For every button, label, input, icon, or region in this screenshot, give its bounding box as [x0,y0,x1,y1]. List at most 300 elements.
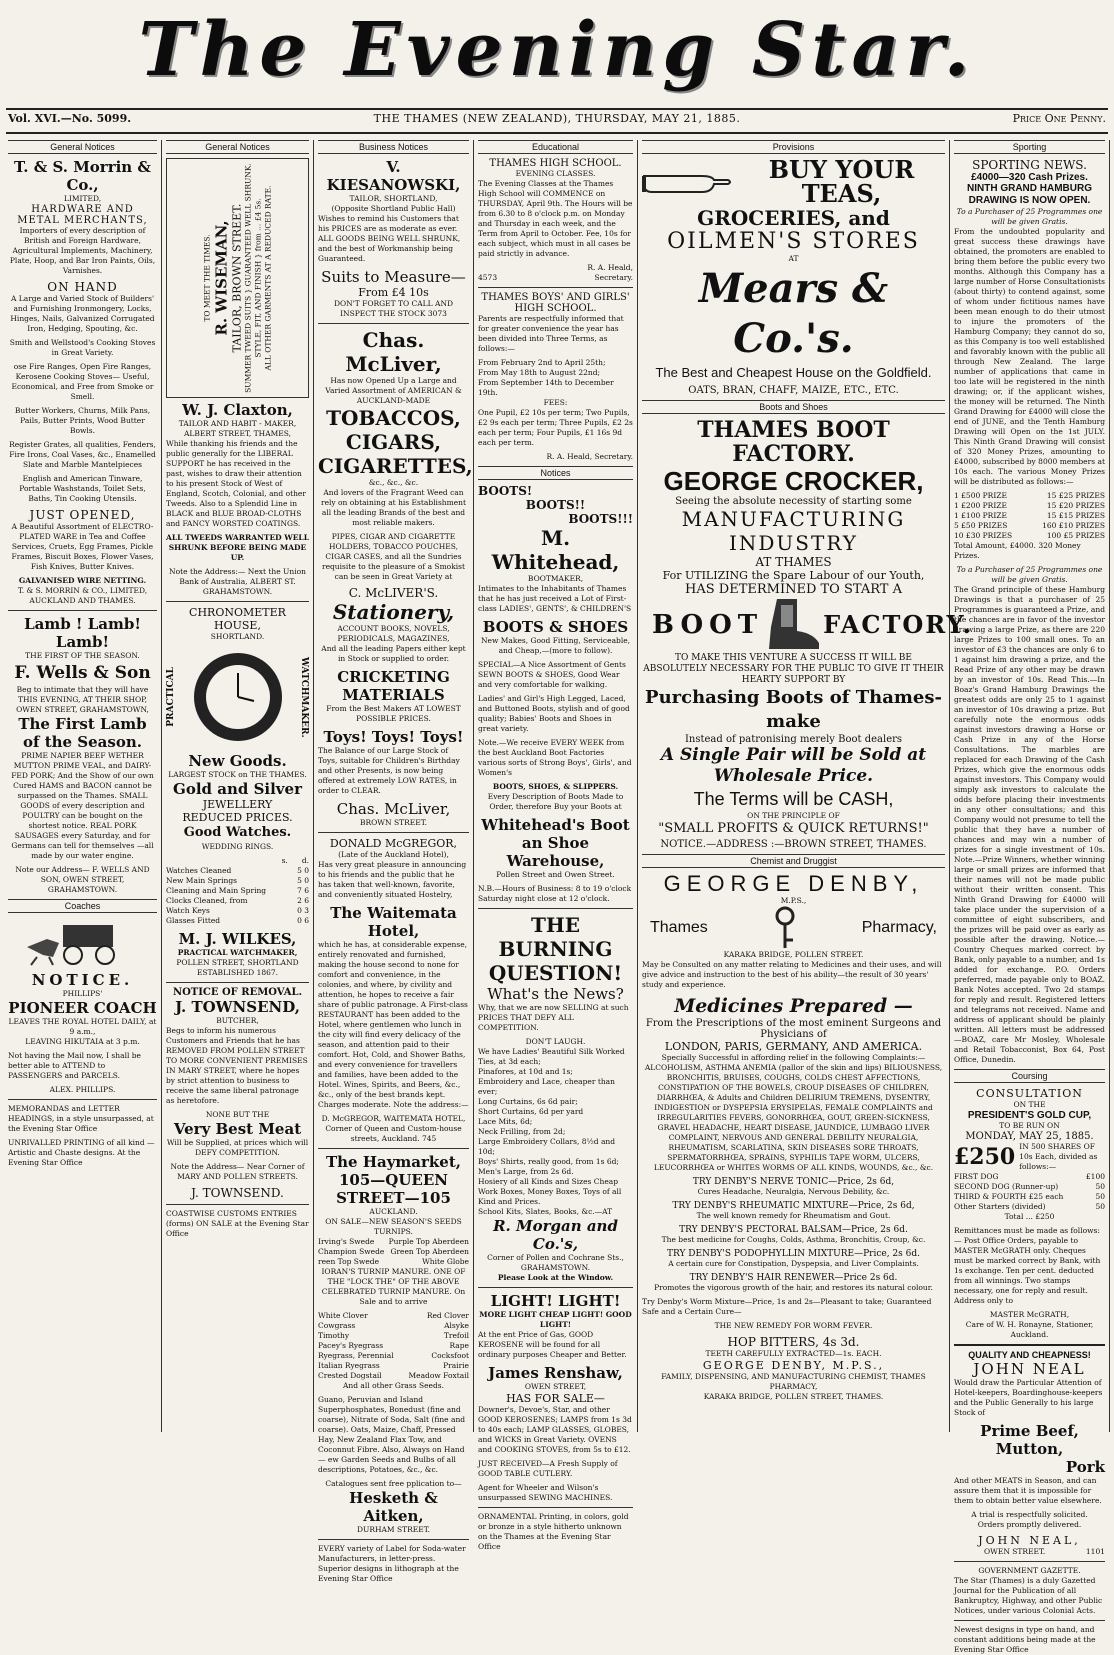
newspaper-title: The Evening Star. [138,7,976,93]
price-list [166,866,309,926]
newest-ad: Newest designs in type on hand, and constant additions being made at the Evening Star Office [954,1625,1096,1654]
fragrant: And lovers of the Fragrant Weed can rely on obtaining at his Establishment all the leading Brands of the best and most reliable makers. [320,488,467,527]
price-value: 0 3 [297,906,309,915]
wait-num: 745 [421,1134,437,1143]
ninth-drawing: NINTH GRAND HAMBURG DRAWING IS NOW OPEN. [967,183,1092,206]
meats: And other MEATS in Season, and can assure them that it is impossible for them to obtain better value elsewhere. [954,1476,1102,1505]
claxton-tweeds: ALL TWEEDS WARRANTED WELL SHRUNK BEFORE BEING MADE UP. [166,533,309,562]
claxton-sub: TAILOR AND HABIT - MAKER, ALBERT STREET, THAMES, [178,419,297,438]
toys-body: The Balance of our Large Stock of Toys, suitable for Children's Birthday and other Presents, is now being offered at extremely LOW RATES, in order to CLEAR. [318,746,460,795]
denby-sign: GEORGE DENBY, M.P.S., [702,1359,885,1372]
worm-sub: THE NEW REMEDY FOR WORM FEVER. [714,1321,873,1330]
coach-mail: Not having the Mail now, I shall be better able to ATTEND to PASSENGERS and PARCELS. [8,1051,141,1080]
price-item: New Main Springs [166,876,237,885]
section-header: Business Notices [318,140,469,154]
clover-row [318,1321,469,1331]
boot-factory-row [642,597,973,653]
masthead-rule [6,108,1108,110]
purchasing: Purchasing Boots of Thames-make [645,687,942,732]
largest-stock: LARGEST STOCK on THE THAMES. [168,770,307,779]
price-item: Watch Keys [166,906,210,915]
reduced-prices: REDUCED PRICES. [182,811,293,824]
worm: Try Denby's Worm Mixture—Price, 1s and 2s—Pleasant to take; Guaranteed Safe and a Certain Cure— [642,1297,932,1316]
neal-body: Would draw the Particular Attention of Hotel-keepers, Boardinghouse-keepers and the Public Generally to his large Stock of [954,1378,1103,1417]
classes-body: The Evening Classes at the Thames High School will COMMENCE on THURSDAY, April 9th. The Hours will be from 6.30 to 8 o'clock p.m. on Monday and Thursday in each week, and the Term from April to October. Fee, 10s for each subject, which must in all cases be paid strictly in advance. [478,179,633,258]
seed-row-b: Green Top Aberdeen [390,1247,469,1256]
prize-row-b: 15 £15 PRIZES [1046,511,1105,520]
column-general-notices-2 [162,140,314,1432]
boots-1: BOOTS! [478,484,533,498]
classes-num: 4573 [478,273,498,282]
watchmaker-label: WATCHMAKER. [299,656,309,738]
seed-row-a: Champion Swede [318,1247,385,1256]
kiesa-body: Wishes to remind his Customers that his PRICES are as moderate as ever. ALL GOODS BEING WELL SHRUNK, and the best of Workmanship being Guaranteed. [318,214,461,263]
grand-body: The Grand principle of these Hamburg Drawings is that a purchaser of 25 Programmes is guaranteed a Prize, and the chances are in favor of the investor drawing a large Prize, as there are 220 large Prizes to 100 small ones. To an investor of £3 the chances are only 6 to 1 against him drawing a prize, and the Read Prize of any other may be drawn by an investor of 10s. Read This.—In Boaz's Grand Hamburg Drawings the greatest odds are only 25 to 1 against an investor of 10s drawing a prize. But carefully note the enormous odds against investors drawing a Horse or Cash Prize in any of the Horse Consultations. The marbles are replaced for each Drawing of the Cash Prizes, which give the enormous odds against investors. This Company would simply ask investors to calculate the odds before placing their investments in any other consultations; and this Company would not presume to tell the public that they have a number of chances and may win a number of prizes for a single investment of 10s. Note.—Prize Winners, whether winning large or small prizes are informed that their names will not be made public without their written consent. This Ninth Grand Drawing for £4000 will take place under the supervision of a committee of eight subscribers, and the prizes will be paid over as early as possible after the drawing. Notice.—Country Cheques marked correct by Bank, only payable to a number, and 1s added for exchange. P.O. Orders preferred, made payable only to BOAZ. Bank Notes accepted. Two 2d stamps for reply and result. Registered letters and telegrams not received. Name and address of applicant should be plainly written. All letters must be addressed—BOAZ, care Mr Mosley, Wholesale and Retail Tobacconist, Box 64, Post Office, Dunedin. [954,585,1105,1064]
morrin-limited: LIMITED, [63,194,102,203]
prize-row-a: 1 £200 PRIZE [954,501,1007,510]
cup-row-a: FIRST DOG [954,1172,999,1181]
monday: MONDAY, MAY 25, 1885. [965,1131,1094,1142]
kiesa-sub: TAILOR, SHORTLAND, [349,194,438,203]
hair: TRY DENBY'S HAIR RENEWER—Price 2s 6d. [689,1273,898,1283]
small-profits: "SMALL PROFITS & QUICK RETURNS!" [658,821,929,836]
boys-school: THAMES BOYS' AND GIRLS' HIGH SCHOOL. [481,292,630,314]
price-row [166,886,309,896]
sale-item: Long Curtains, 6s 6d pair; [478,1097,578,1106]
hop-bitters: HOP BITTERS, 4s 3d. [727,1335,860,1349]
pipes: PIPES, CIGAR AND CIGARETTE HOLDERS, TOBACCO POUCHES, CIGAR CASES, and all the Sundries requisite to the pleasure of a Smokist can be seen in Great Variety at [321,532,466,581]
prize-row-b: 15 £25 PRIZES [1046,491,1105,500]
pharmacy-row [642,906,945,950]
mcgrath: MASTER McGRATH, [989,1310,1070,1319]
clover-row-b: Cocksfoot [431,1351,469,1360]
wiseman-ad [166,158,309,398]
new-goods: New Goods. [188,752,287,770]
dateline [6,112,1108,128]
column-provisions [638,140,973,1432]
column-educational [474,140,638,1551]
suits-from: From £4 10s [358,286,429,299]
donald-late: (Late of the Auckland Hotel), [338,850,449,859]
sporting-news: SPORTING NEWS. [972,158,1087,172]
denby-sign-3: KARAKA BRIDGE, POLLEN STREET, THAMES. [703,1392,884,1401]
cricket-makers: From the Best Makers AT LOWEST POSSIBLE PRICES. [326,704,461,723]
new-makes: New Makes, Good Fitting, Serviceable, and Cheap,—(more to follow). [480,636,631,655]
morgan: R. Morgan and Co.'s, [493,1217,618,1253]
care-of: Care of W. H. Ronayne, Stationer, Auckland. [965,1320,1094,1339]
ranges: ose Fire Ranges, Open Fire Ranges, Kerosene Cooking Stoves— Useful, Economical, and Free from Smoke or Smell. [11,362,154,401]
toys: Toys! Toys! Toys! [323,728,464,746]
stationery: Stationery, [332,600,455,624]
townsend-sign: J. TOWNSEND. [191,1186,284,1200]
purchaser-2: To a Purchaser of 25 Programmes one will be given Gratis. [956,565,1103,584]
every-desc: Every Description of Boots Made to Order, therefore Buy your Boots at [487,792,624,811]
sale-item: Lace Mits, 6d; [478,1117,533,1126]
terms-cash: The Terms will be CASH, [693,789,894,809]
mcliver-2: C. McLIVER'S. [348,586,439,600]
prize-row-b: 15 £20 PRIZES [1046,501,1105,510]
wait-body: which he has, at considerable expense, entirely renovated and furnished, making the house second to none for comfort and convenience, in the colonies, and where, by civility and attention, he hopes to receive a fair share of public patronage. A First-class RESTAURANT has been added to the Hotel, where gentlemen who lunch in the city will find every delicacy of the season, and attention paid to their comfort. Hot, Cold, and Shower Baths, and every convenience for travellers and families, have been added to the Hotel. Wines, Spirits, and Beers, &c., &c., only of the best brands kept. Charges moderate. Note the address:— [318,940,469,1109]
morrin-trade: HARDWARE AND METAL MERCHANTS, [17,204,148,226]
wells-more: PRIME NAPIER BEEF WETHER MUTTON PRIME VEAL, and DAIRY-FED PORK; And the Show of our own Cured HAMS and BACON cannot be surpassed on the Thames. SMALL GOODS of every description and POULTRY can be bought on the shortest notice. REAL PORK SAUSAGES every Saturday, and for Germans can tell for themselves —all made by our water engine. [11,751,154,860]
nerve: TRY DENBY'S NERVE TONIC—Price, 2s 6d, [692,1177,895,1187]
fees: FEES: [543,398,568,407]
prize-row-a: 1 £500 PRIZE [954,491,1007,500]
first-lamb: The First Lamb of the Season. [18,715,147,751]
mcliver-name: Chas. McLiver, [345,328,442,376]
sale-item: Boys' Shirts, really good, from 1s 6d; [478,1157,619,1166]
whitehead-name: M. Whitehead, [491,526,620,574]
jewellery: JEWELLERY [202,798,273,811]
clover-row-b: Alsyke [444,1321,469,1330]
prize-row-b: 100 £5 PRIZES [1046,531,1105,540]
price-row [166,866,309,876]
remit: Remittances must be made as follows:— Post Office Orders, payable to MASTER McGRATH only. Cheques must be marked correct by Bank, with 1s exchange. Ten per cent. deducted from all winnings. Two stamps necessary, one for reply and result. Address only to [954,1226,1101,1305]
masthead [0,0,1114,108]
waitemata: The Waitemata Hotel, [330,904,457,940]
stoves: Smith and Wellstood's Cooking Stoves in Great Variety. [9,338,156,357]
to-be-run: TO BE RUN ON [999,1121,1060,1130]
medicines-prepared: Medicines Prepared — [674,995,913,1017]
rheum-sub: The well known remedy for Rheumatism and Gout. [696,1211,891,1220]
gold-cup: PRESIDENT'S GOLD CUP, [967,1110,1092,1121]
renshaw: James Renshaw, [488,1364,623,1382]
seed-row-a: reen Top Swede [318,1257,380,1266]
pork: Pork [1065,1458,1105,1476]
clover-list [318,1311,469,1381]
mears-co: Mears & Co.'s. [698,265,889,362]
register: Register Grates, all qualities, Fenders, Fire Irons, Coal Vases, &c., Enamelled Slate and Marble Mantelpieces [9,440,156,469]
claxton-body: While thanking his friends and the public generally for the LIBERAL SUPPORT he has received in the past, wishes to draw their attention to his present Stock of West of England, Scotch, Colonial, and other Tweeds. Also to a Splendid Line in BLACK and BLUE BROAD-CLOTHS and FANCY WORSTED COATINGS. [166,439,306,528]
pioneer-coach: PIONEER COACH [8,999,157,1017]
seed-row-b: White Globe [422,1257,469,1266]
podo-sub: A certain cure for Constipation, Dyspepsia, and Liver Complaints. [668,1259,919,1268]
ladies: Ladies' and Girl's High Legged, Laced, and Buttoned Boots, stylish and of good quality; Babies' Boots and Shoes in great variety. [478,694,630,733]
wiseman-other: ALL OTHER GARMENTS AT A REDUCED RATE. [263,185,272,371]
clover-row-a: Ryegrass, Perennial [318,1351,394,1360]
sale-item: Pinafores, at 10d and 1s; [478,1067,573,1076]
denby-sign-2: FAMILY, DISPENSING, AND MANUFACTURING CHEMIST, THAMES PHARMACY, [661,1372,926,1391]
section-header: General Notices [166,140,309,154]
section-header: Sporting [954,140,1105,154]
cup-row-a: SECOND DOG (Runner-up) [954,1182,1059,1191]
kiesa-forget [318,299,469,319]
determined: HAS DETERMINED TO START A [685,582,902,597]
light: LIGHT! LIGHT! [490,1292,621,1310]
price: Price One Penny. [1012,112,1106,125]
kerosene: At the ent Price of Gas, GOOD KEROSENE will be found for all ordinary purposes Cheaper and Better. [478,1330,627,1359]
buy-teas: BUY YOUR TEAS, [768,155,915,208]
clover-row-a: Pacey's Ryegrass [318,1341,384,1350]
wilkes-addr: POLLEN STREET, SHORTLAND [176,958,299,967]
morrin-importers: Importers of every description of British and Foreign Hardware, Agricultural Implements, Machinery, Plate, Hoop, and Bar Iron Paints, Oils, Varnishes. [9,226,156,275]
column-general-notices-1 [4,140,162,1432]
hesketh: Hesketh & Aitken, [349,1489,438,1525]
mutton: Mutton, [995,1440,1064,1458]
pounds-250: £250 [954,1144,1016,1170]
cup-row [954,1192,1105,1202]
price-row [166,916,309,926]
wells-addr: Note our Address— F. WELLS AND SON, OWEN STREET, GRAHAMSTOWN. [15,865,150,894]
crocker-address: NOTICE.—ADDRESS :—BROWN STREET, THAMES. [660,839,927,850]
instead: Instead of patronising merely Boot dealers [684,734,903,745]
neal-sign: JOHN NEAL, [978,1534,1081,1547]
boots-slippers: BOOTS, SHOES, & SLIPPERS. [492,782,619,791]
durham: DURHAM STREET. [356,1525,431,1534]
terms-list [478,358,633,398]
townsend-name: J. TOWNSEND, [175,998,300,1016]
wells-name: F. Wells & Son [14,663,151,683]
boots-3: BOOTS!!! [568,512,633,526]
cup-row-b: 50 [1095,1192,1105,1201]
term-item: From February 2nd to April 25th; [478,358,606,367]
seed-row [318,1247,469,1257]
on-hand-body: A Large and Varied Stock of Builders' and Furnishing Ironmongery, Locks, Hinges, Nails, Galvanized Corrugated Iron, Hedging, Spouting, &c. [10,294,155,333]
mcliver-body: Has now Opened Up a Large and Varied Assortment of AMERICAN & AUCKLAND-MADE [325,376,462,405]
on-the: ON THE [1013,1100,1046,1109]
lamb-sub: THE FIRST OF THE SEASON. [25,651,140,660]
george-crocker: GEORGE CROCKER, [663,466,924,496]
phillips: PHILLIPS' [62,989,103,998]
factory-word: FACTORY. [823,610,973,639]
butter: Butter Workers, Churns, Milk Pans, Pails, Butter Prints, Wood Butter Bowls. [14,406,151,435]
purchaser: To a Purchaser of 25 Programmes one will be given Gratis. [956,207,1103,226]
boot-factory-title: THAMES BOOT FACTORY. [697,417,890,467]
from-body: From the undoubted popularity and great success these drawings have obtained, the promoters are enabled to bring them before the public every two months. Although this Company has a large number of Horse Consultationists (about thirty) to contend against, some of whom under fictitious names have been mean enough to do their utmost to injure the promoters of the Hamburg Company; they cannot do so, as this Company is too well established and favorably known with the public all through New Zealand. The large number of applications that came in too late will be registered in the ninth drawing; or, if the applicant wishes, the money will be returned. The Ninth Grand Drawing for £4000 will close the end of JUNE, and the Tenth Hamburg Drawing will Open on the 1st JULY. This Ninth Grand Drawing will consist of 320 Money Prizes, amounting to £4000, subscribed by 8000 members at 10s each. The various Money Prizes will be distributed as follows:— [954,227,1105,486]
chrono-house: CHRONOMETER HOUSE, [189,606,286,632]
clover-row-b: Red Clover [426,1311,469,1320]
ornamental-ad: ORNAMENTAL Printing, in colors, gold or bronze in a style hitherto unknown on the Thames at the Evening Star Office [478,1512,629,1551]
price-head-s: s. [281,856,288,865]
clover-row-b: Prairie [443,1361,469,1370]
turnip-manure: IORAN'S TURNIP MANURE. ONE OF THE "LOCK THE" OF THE ABOVE CELEBRATED TURNIP MANURE. On Sale and to arrive [321,1267,466,1306]
boot-icon [763,597,823,653]
clover-row-a: White Clover [318,1311,368,1320]
suits-measure: Suits to Measure— [321,268,466,286]
sale-item: Neck Frilling, from 2d; [478,1127,566,1136]
manufacturing: MANUFACTURING INDUSTRY [681,507,906,555]
turnips: TURNIPS. [374,1227,413,1236]
mps: M.P.S., [780,896,807,905]
heald: R. A. Heald, [587,263,633,272]
whats-news: What's the News? [487,985,624,1003]
school: THAMES HIGH SCHOOL. [489,158,622,169]
chrono-shortland: SHORTLAND. [210,632,265,641]
whitehead-body: Intimates to the Inhabitants of Thames that he has just received a Lot of First-class LADIES', GENTS', & CHILDREN'S [478,584,632,613]
clock-graphic [166,642,309,752]
volume-number: Vol. XVI.—No. 5099. [8,112,132,125]
price-value: 5 0 [297,866,309,875]
sale-item: Short Curtains, 6d per yard [478,1107,584,1116]
wilkes-name: M. J. WILKES, [178,930,297,948]
donald-body: Has very great pleasure in announcing to his friends and the public that he has taken that well-known, favorite, and conveniently situated Hostelry, [318,860,467,899]
has-sale: HAS FOR SALE— [506,1392,605,1405]
cup-row [954,1172,1105,1182]
printing-ad: UNRIVALLED PRINTING of all kind —Artistic and Chaste designs. At the Evening Star Office [8,1138,155,1167]
owen-street: OWEN STREET, [524,1382,587,1391]
grass: And all other Grass Seeds. [342,1381,445,1390]
cricket: CRICKETING MATERIALS [337,668,450,704]
seed-row [318,1237,469,1247]
pointing-hand-icon [642,162,732,202]
seed-list [318,1237,469,1267]
tinware: English and American Tinware, Portable Washstands, Toilet Sets, Baths, Tin Cooking Utensils. [19,474,146,503]
podo: TRY DENBY'S PODOPHYLLIN MIXTURE—Price, 2s 6d. [667,1249,920,1259]
sale-item: Embroidery and Lace, cheaper than ever; [478,1077,615,1096]
wiseman-vert1: TO MEET THE TIMES. [202,234,211,322]
cup-row-b: 50 [1095,1182,1105,1191]
boot-warehouse: Whitehead's Boot an Shoe Warehouse, [481,816,630,870]
cup-row [954,1182,1105,1192]
shares-row [954,1142,1105,1172]
prize-row-a: 1 £100 PRIZE [954,511,1007,520]
fees-body: One Pupil, £2 10s per term; Two Pupils, £2 9s each per term; Three Pupils, £2 2s each per term; Four Pupils, £1 16s 9d each per term. [478,408,633,447]
tobaccos: TOBACCOS, [326,406,461,430]
prize-row [954,491,1105,501]
gazette: GOVERNMENT GAZETTE. [978,1566,1081,1575]
oilmens-stores: OILMEN'S STORES [667,229,920,254]
section-chemist: Chemist and Druggist [642,854,945,868]
sale-body: Downer's, Devoe's, Star, and other GOOD KEROSENES; LAMPS from 1s 3d to 40s each; LAMP GLASSES, GLOBES, and WICKS in Great Variety. OVENS and COOKING STOVES, from 5s to £12. [478,1405,632,1454]
secretary: Secretary. [594,273,633,282]
price-head-d: d. [301,856,309,865]
supplied: Will be Supplied, at prices which will DEFY COMPETITION. [166,1138,309,1157]
coach-leaves: LEAVES THE ROYAL HOTEL DAILY, at 9 a.m., [8,1017,157,1036]
coach-illustration [23,917,143,967]
pectoral-sub: The best medicine for Coughs, Colds, Asthma, Bronchitis, Croup, &c. [661,1235,926,1244]
brown-street: BROWN STREET. [360,818,427,827]
nerve-sub: Cures Headache, Neuralgia, Nervous Debility, &c. [697,1187,890,1196]
agent: Agent for Wheeler and Wilson's unsurpassed SEWING MACHINES. [478,1483,613,1502]
auckland: AUCKLAND. [369,1207,418,1216]
coach-hikutaia: LEAVING HIKUTAIA at 3 p.m. [25,1037,140,1046]
column-business-notices [314,140,474,1583]
seed-row-b: Purple Top Aberdeen [388,1237,469,1246]
coastwise-ad: COASTWISE CUSTOMS ENTRIES (forms) ON SALE at the Evening Star Office [166,1209,309,1238]
mcliver-3: Chas. McLiver, [336,800,451,818]
morrin-sign: T. & S. MORRIN & CO., LIMITED, AUCKLAND AND THAMES. [17,586,148,605]
guano: Guano, Peruvian and Island Superphosphates, Bonedust (fine and coarse), Nitrate of Soda, Salt (fine and coarse). Oats, Maize, Chaff, Pressed Hay, New Zealand Flax Tow, and Coconnut Fibre. Also, Always on Hand— ew Garden Seeds and Bulbs of all descriptions, Potatoes, &c., &c. [318,1395,466,1474]
haymarket: The Haymarket, [325,1153,462,1171]
column-sporting [950,140,1110,1654]
memo-ad: MEMORANDAS and LETTER HEADINGS, in a style unsurpassed, at the Evening Star Office [8,1104,154,1133]
prize-row-b: 160 £10 PRIZES [1042,521,1105,530]
prime-beef: Prime Beef, [980,1422,1079,1440]
items-list [478,1047,633,1217]
boot-word: BOOT [652,610,764,640]
wiseman-style: STYLE, FIT, AND FINISH } from ... £4 5s. [253,198,262,358]
term-item: From May 18th to August 22nd; [478,368,601,377]
consultation: CONSULTATION [976,1087,1083,1100]
sale-item: Large Embroidery Collars, 8½d and 10d; [478,1137,616,1156]
bootmaker: BOOTMAKER, [527,574,584,583]
john-neal: JOHN NEAL [973,1360,1086,1378]
cities: LONDON, PARIS, GERMANY, AND AMERICA. [664,1040,923,1053]
just-opened: JUST OPENED, [29,508,136,522]
price-value: 7 6 [297,886,309,895]
rheum: TRY DENBY'S RHEUMATIC MIXTURE—Price, 2s 6d, [672,1201,915,1211]
burning-question: THE BURNING QUESTION! [488,913,623,985]
single-pair: A Single Pair will be Sold at Wholesale Price. [660,745,927,786]
why: Why, that we are now SELLING at such PRICES THAT DEFY ALL COMPETITION. [478,1003,629,1032]
cigarettes: CIGARETTES, [318,454,473,478]
clover-row-b: Trefoil [443,1331,469,1340]
look-window: Please Look at the Window. [497,1273,614,1282]
dateline-rule [6,132,1108,134]
galv: GALVANISED WIRE NETTING. [18,576,147,585]
clover-row-a: Italian Ryegrass [318,1361,380,1370]
classes-sign [478,273,633,283]
received: JUST RECEIVED—A Fresh Supply of GOOD TABLE CUTLERY. [478,1459,618,1478]
karaka: KARAKA BRIDGE, POLLEN STREET. [723,950,864,959]
price-item: Watches Cleaned [166,866,232,875]
removal: NOTICE OF REMOVAL. [172,987,303,998]
wait-sign-text: D. McGREGOR, WAITEMATA HOTEL, Corner of Queen and Custom-house streets, Auckland. [321,1114,466,1143]
heald-2: R. A. Heald, Secretary. [546,452,633,461]
section-coaches: Coaches [8,899,157,913]
wedding-rings: WEDDING RINGS. [201,842,274,851]
kiesa-name: V. KIESANOWSKI, [326,158,461,194]
wilkes-est: ESTABLISHED 1867. [196,968,279,977]
neal-street: OWEN STREET. [984,1547,1046,1556]
lamb-head: Lamb ! Lamb! Lamb! [24,615,141,651]
price-head [166,856,309,866]
kiesa-opp: (Opposite Shortland Public Hall) [331,204,456,213]
price-value: 0 6 [297,916,309,925]
boys-body: Parents are respectfully informed that for greater convenience the year has been divided into Three Terms, as follows:— [478,314,624,353]
section-boots: Boots and Shoes [642,400,945,414]
seeds: ON SALE—NEW SEASON'S SEEDS [325,1217,462,1226]
watch-icon [190,649,286,745]
section-notices: Notices [478,466,633,480]
pharmacy-word: Pharmacy, [861,919,937,936]
seed-row [318,1257,469,1267]
wiseman-addr: TAILOR, BROWN STREET. [230,203,243,353]
prize-row-a: 5 £50 PRIZES [954,521,1008,530]
wiseman-name: R. WISEMAN, [212,220,230,336]
section-header: Educational [478,140,633,154]
star-gazetted: The Star (Thames) is a duly Gazetted Journal for the Publication of all Bankruptcy, Highway, and other Public Notices, under various Colonial Acts. [954,1576,1103,1615]
key-icon [771,906,799,950]
practical-label: PRACTICAL [166,667,176,727]
orders: Orders promptly delivered. [977,1520,1082,1529]
pollen-owen: Pollen Street and Owen Street. [496,870,615,879]
good-watches: Good Watches. [183,825,292,840]
townsend-body: Begs to inform his numerous Customers and Friends that he has REMOVED FROM POLLEN STREET TO MORE CONVENIENT PREMISES IN MARY STREET, where he hopes by strict attention to business to receive the same liberal patronage as heretofore. [166,1026,308,1105]
cup-row-a: THIRD & FOURTH £25 each [954,1192,1064,1201]
neal-street-row [954,1547,1105,1557]
section-header: General Notices [8,140,157,154]
prize-row [954,511,1105,521]
total-prizes: Total Amount, £4000. 320 Money Prizes. [954,541,1081,560]
cash-prizes: £4000—320 Cash Prizes. [971,172,1088,183]
price-item: Glasses Fitted [166,916,221,925]
complaints: Specially Successful in affording relief in the following Complaints:— ALCOHOLISM, ASTHMA ANEMIA (pallor of the skin and lips) BILIOUSNESS, BRONCHITIS, BRUISES, COUGHS, COLDS CHEST AFFECTIONS, CONSTIPATION OF THE BOWELS, CROUP DISEASES OF CHILDREN, DIARRHŒA, & Adults and Children DELIRIUM TREMENS, DYSENTRY, INDIGESTION or DYSPEPSIA ERYSIPELAS, FEMALE COMPLAINTS and IRREGULARITIES FEVERS, GONORRHŒA, GOUT, GREEN-SICKNESS, GRAVEL HEADACHE, HEART DISEASE, JAUNDICE, LUMBAGO LIVER COMPLAINT, NERVOUS AND GENERAL DEBILITY NEURALGIA, RHEUMATISM, SCARLATINA, SKIN DISEASES SORE THROATS, SPERMATORRHŒA, SPRAINS, SYPHILIS TAPE WORM, ULCERS, LEUCORRHŒA or WHITES WORMS OF ALL KINDS, WOUNDS, &c., &c. [644,1053,943,1172]
cup-total: Total ... £250 [1004,1212,1055,1221]
groceries: GROCERIES, and [697,206,890,230]
sale-item: We have Ladies' Beautiful Silk Worked Ties, at 3d each; [478,1047,625,1066]
section-coursing: Coursing [954,1069,1105,1083]
price-row [166,906,309,916]
section-header: Provisions [642,140,945,154]
wait-sign [318,1114,469,1144]
cup-row-a: Other Starters (divided) [954,1202,1046,1211]
cup-list [954,1172,1105,1212]
forget-text: DON'T FORGET TO CALL AND INSPECT THE STOCK [333,299,454,318]
sale-item: School Kits, Slates, Books, &c.—AT [478,1207,613,1216]
boots-note: Note.—We receive EVERY WEEK from the best Auckland Boot Factories various sorts of Strong Boys', Girls', and Women's [478,738,632,777]
very-best-meat: Very Best Meat [173,1120,302,1138]
